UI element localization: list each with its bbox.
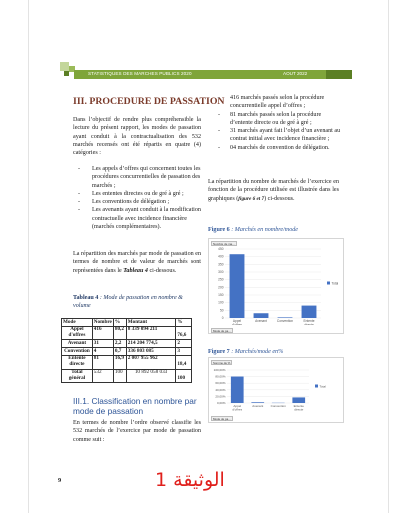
y-tick-label: 150 [218, 293, 224, 298]
table-cell: 80,2 [113, 326, 126, 340]
x-tick-label: Appel [233, 404, 242, 408]
table-row [62, 340, 192, 348]
table-cell: 2 007 955 962 [126, 355, 176, 369]
list-item: - Les appels d’offres qui concernent toutes les procédures concurrentielles de passation des marchés ; [78, 165, 201, 190]
legend-label: Total [331, 281, 339, 286]
header-title: STATISTIQUES DES MARCHES PUBLICS 2020 [88, 70, 192, 76]
table-header: Mode [62, 319, 93, 327]
chart-field-button[interactable]: Somme de % [213, 361, 231, 365]
table-reference-paragraph [73, 250, 201, 275]
figure-6-label: Figure 6 [208, 227, 230, 233]
list-item: - 31 marchés ayant fait l’objet d’un avenant au contrat initial avec incidence financière ; [216, 127, 344, 144]
x-tick-label: Convention [276, 319, 294, 324]
legend-label: Total [319, 384, 326, 389]
intro-paragraph: Dans l’objectif de rendre plus compréhensible la lecture du présent rapport, les modes de passation ayant conduit à la contractualisation des 532 marchés recensés ont été répartis en quatre (4) catégories : [73, 117, 201, 157]
header-date: AOUT 2022 [283, 70, 308, 76]
chart-filter-button[interactable]: Mode de pa... [213, 417, 231, 421]
table-cell: 10 892 058 033 [126, 369, 176, 383]
chart-6-svg [209, 239, 345, 325]
table-cell: 532 [92, 369, 113, 383]
table-header: % [176, 319, 192, 327]
table-row [62, 369, 192, 383]
y-tick-label: 0,00% [216, 401, 226, 405]
bar [302, 306, 317, 318]
y-tick-label: 50 [219, 308, 224, 313]
chart-filter-button[interactable]: Mode de pa... [213, 329, 231, 333]
figure-6-text: : Marchés en nombre/mode [229, 227, 298, 233]
table-cell: 2,2 [113, 340, 126, 348]
table-row [62, 355, 192, 369]
category-list [78, 165, 201, 231]
y-tick-label: 80,00% [215, 374, 226, 379]
table-cell: 100 [113, 369, 126, 383]
x-tick-label: Avenant [252, 404, 264, 408]
subsection-paragraph: En termes de nombre l’ordre observé classifie les 532 marchés de l’exercice par mode de passation comme suit : [73, 420, 201, 443]
list-item: - Les conventions de délégation ; [78, 198, 201, 206]
bar [254, 313, 269, 318]
table-caption-text: : Mode de passation en nombre & volume [73, 295, 183, 310]
figure-7-label: Figure 7 [208, 349, 230, 355]
page-number: 9 [58, 477, 62, 484]
list-item: - 416 marchés passés selon la procédure concurrentielle appel d’offres ; [216, 94, 344, 111]
y-tick-label: 200 [218, 285, 224, 290]
bar [278, 317, 293, 318]
x-tick-label: directe [294, 407, 304, 412]
list-item: - 04 marchés de convention de délégation. [216, 144, 344, 152]
figure-7-chart [208, 357, 344, 423]
x-tick-label: Convention [270, 404, 286, 408]
list-item: - Les avenants ayant conduit à la modification contractuelle avec incidence financière (marchés complémentaires). [78, 206, 201, 231]
subsection-title: III.1. Classification en nombre par mode de passation [73, 396, 197, 417]
table-cell: Convention [62, 348, 93, 356]
list-item: - Les ententes directes ou de gré à gré ; [78, 190, 201, 198]
y-tick-label: 250 [218, 277, 224, 282]
paragraph-text: La répartition du nombre de marchés de l’exercice en fonction de la procédure utilisée est illustrée dans les graphiques ( [208, 179, 339, 202]
figure-7-caption [208, 349, 283, 355]
table-header: Nombre [93, 318, 112, 325]
page-edge-left [28, 0, 29, 513]
y-tick-label: 350 [218, 262, 224, 267]
figure-reference-paragraph [208, 178, 339, 203]
y-tick-label: 400 [218, 254, 224, 259]
figure-7-text: : Marchés/mode en% [229, 349, 284, 355]
table-cell: 4 [92, 348, 113, 356]
y-tick-label: 0 [221, 316, 224, 321]
list-item: - 81 marchés passés selon la procédure d’entente directe ou de gré à gré ; [216, 111, 344, 128]
table-header-row [62, 319, 192, 327]
bar [231, 377, 244, 403]
table-cell: 76,6 [176, 326, 192, 340]
paragraph-end: ) ci-dessous. [264, 195, 295, 202]
paragraph-end: ci-dessous. [147, 267, 177, 274]
count-list [216, 94, 344, 152]
table-cell: 336 803 085 [126, 348, 176, 356]
figure-6-caption [208, 227, 298, 233]
y-tick-label: 450 [218, 247, 224, 252]
table-cell: 214 204 774,5 [126, 340, 176, 348]
x-tick-label: Avenant [255, 319, 267, 324]
table-row [62, 326, 192, 340]
section-title: III. PROCEDURE DE PASSATION [73, 96, 225, 107]
x-tick-label: Appel [232, 319, 242, 324]
table-cell: Total général [62, 369, 93, 383]
x-tick-label: d'offres [231, 322, 243, 325]
x-tick-label: Entente [303, 319, 315, 324]
x-tick-label: Entente [293, 404, 304, 408]
table-caption [73, 294, 201, 311]
table-cell: 8 339 094 211 [126, 326, 176, 340]
y-tick-label: 40,00% [215, 387, 226, 392]
x-tick-label: directe [304, 322, 314, 325]
legend-swatch [315, 385, 318, 388]
x-tick-label: d'offres [232, 407, 243, 412]
table-cell: Avenant [62, 340, 93, 348]
figure-6-chart [208, 238, 344, 334]
y-tick-label: 300 [218, 270, 224, 275]
figure-reference: figure 6 et 7 [238, 195, 265, 202]
legend-swatch [327, 282, 330, 285]
table-cell: 81 [92, 355, 113, 369]
table-caption-label: Tableau 4 [73, 295, 99, 301]
table-cell: 18,4 [176, 355, 192, 369]
bar [292, 397, 305, 403]
table-cell: 16,9 [113, 355, 126, 369]
table-cell: 3 [176, 348, 192, 356]
chart-7-svg [209, 358, 345, 414]
y-tick-label: 100 [218, 300, 224, 305]
bar [251, 402, 264, 403]
table-cell: 0,7 [113, 348, 126, 356]
table-row [62, 348, 192, 356]
table-cell: Appel d'offres [62, 326, 93, 340]
chart-field-button[interactable]: Nombre de ma... [213, 242, 235, 246]
mode-table [61, 318, 192, 383]
bar [230, 254, 245, 318]
y-tick-label: 60,00% [215, 381, 226, 386]
document-stamp: الوثيقة 1 [155, 469, 225, 491]
table-header: Montant [126, 319, 176, 327]
table-reference: Tableau 4 [123, 267, 148, 274]
page-edge-right [388, 0, 389, 513]
table-cell: 100 [176, 369, 192, 383]
table-cell: 2 [176, 340, 192, 348]
table-header: % [113, 319, 126, 327]
table-cell: 416 [92, 326, 113, 340]
y-tick-label: 100,00% [213, 368, 226, 372]
y-tick-label: 20,00% [215, 394, 226, 399]
header-band-end [326, 70, 352, 79]
paragraph-text: La répartition des marchés par mode de passation en termes de nombre et de valeur de marchés sont représentées dans le [73, 251, 201, 274]
table-cell: Entente directe [62, 355, 93, 369]
table-cell: 31 [92, 340, 113, 348]
